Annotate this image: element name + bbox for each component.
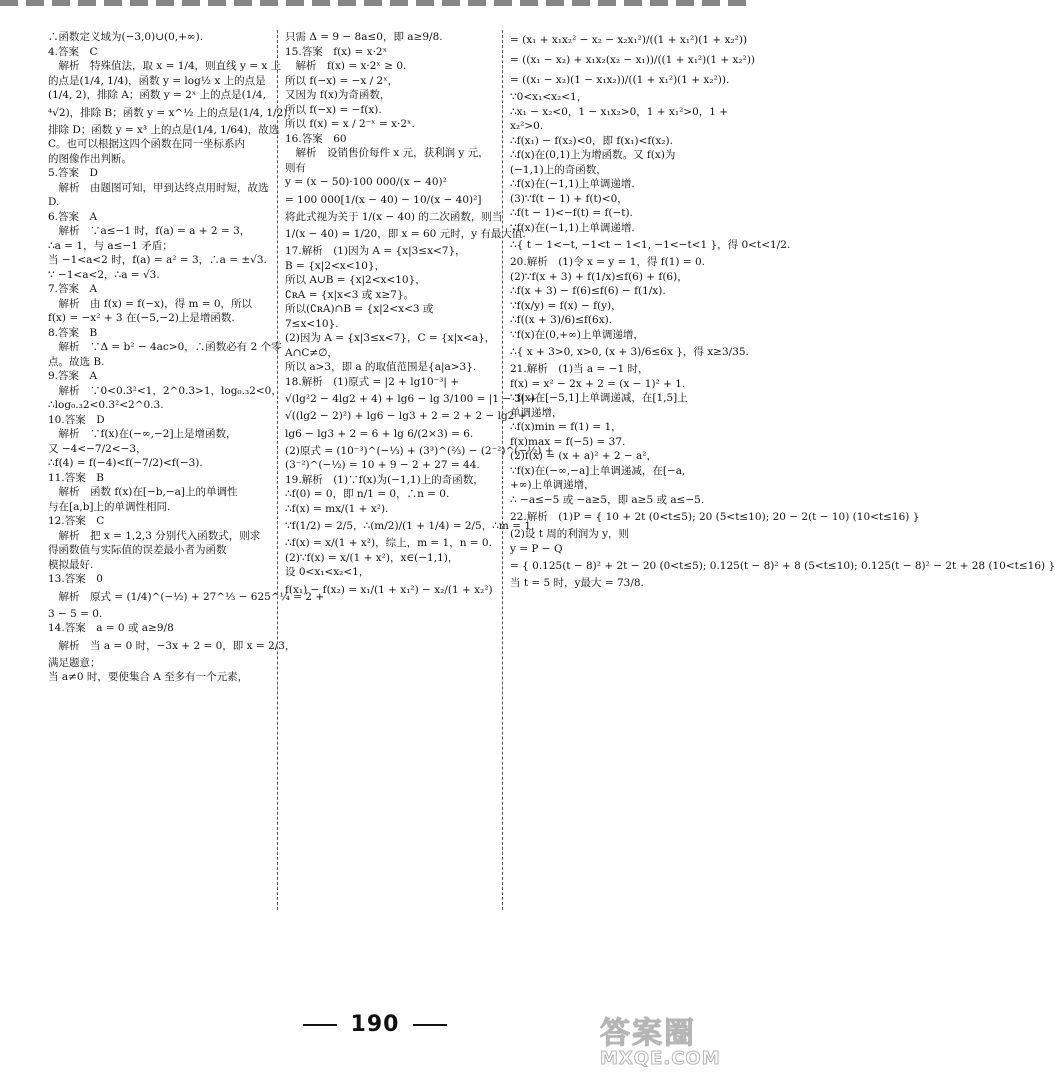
answer-line: ⁴√2)，排除 B；函数 y = x^½ 上的点是(1/4, 1/2)， bbox=[48, 106, 298, 119]
answer-line: 所以 f(−x) = −x / 2ˣ， bbox=[285, 74, 399, 87]
answer-line: 又因为 f(x)为奇函数， bbox=[285, 89, 391, 101]
answer-line: ∴f(x)min = f(1) = 1， bbox=[510, 421, 622, 433]
answer-line: C。也可以根据这四个函数在同一坐标系内 bbox=[48, 138, 246, 150]
answer-line: ∴f(x + 3) − f(6)≤f(6) − f(1/x). bbox=[510, 285, 666, 297]
answer-line: = { 0.125(t − 8)² + 2t − 20 (0<t≤5); 0.125(t − 8)² + 8 (5<t≤10); 0.125(t − 8)² − 2t + 28 (10<t≤16) } bbox=[510, 560, 1055, 572]
answer-line: 4.答案 C bbox=[48, 45, 98, 58]
answer-line: ∵f(x)在(−1,1)上单调递增. bbox=[510, 221, 635, 234]
answer-line: ∴a = 1，与 a≤−1 矛盾； bbox=[48, 239, 173, 252]
answer-line: ∴ −a≤−5 或 −a≥5，即 a≥5 或 a≤−5. bbox=[510, 493, 705, 506]
answer-line: (3)∵f(t − 1) + f(t)<0， bbox=[510, 192, 628, 205]
column-divider bbox=[277, 30, 278, 910]
answer-line: ∴函数定义域为(−3,0)∪(0,+∞). bbox=[48, 31, 204, 43]
answer-line: y = P − Q bbox=[510, 542, 563, 555]
watermark-text: 答案圈 bbox=[600, 1016, 696, 1051]
answer-line: (2)原式 = (10⁻³)^(−⅓) + (3³)^(⅔) − (2⁻²)^(−½) + bbox=[285, 444, 554, 457]
answer-line: 13.答案 0 bbox=[48, 573, 103, 585]
page-number-text: 190 bbox=[350, 1012, 400, 1037]
answer-line: f(x₁) − f(x₂) = x₁/(1 + x₁²) − x₂/(1 + x₂²) bbox=[285, 583, 493, 596]
answer-line: 解析 把 x = 1,2,3 分别代入函数式，则求 bbox=[48, 529, 261, 542]
answer-line: 所以 a>3，即 a 的取值范围是{a|a>3}. bbox=[285, 361, 477, 373]
answer-line: 15.答案 f(x) = x·2ˣ bbox=[285, 45, 388, 58]
answer-line: D. bbox=[48, 196, 60, 208]
answer-line: = (x₁ + x₁x₂² − x₂ − x₂x₁²)/((1 + x₁²)(1 + x₂²)) bbox=[510, 34, 748, 46]
answer-line: 所以 f(x) = x / 2⁻ˣ = x·2ˣ. bbox=[285, 118, 415, 130]
answer-line: 16.答案 60 bbox=[285, 132, 347, 145]
answer-line: (2)f(x) = (x + a)² + 2 − a²， bbox=[510, 450, 657, 462]
answer-line: 将此式视为关于 1/(x − 40) 的二次函数，则当 bbox=[285, 210, 503, 223]
answer-line: 12.答案 C bbox=[48, 515, 105, 527]
answer-line: ∵f(x/y) = f(x) − f(y)， bbox=[510, 299, 622, 312]
answer-line: 3 − 5 = 0. bbox=[48, 607, 103, 620]
answer-line: 10.答案 D bbox=[48, 413, 105, 426]
answer-line: 解析 ∵Δ = b² − 4ac>0，∴函数必有 2 个零 bbox=[48, 341, 282, 353]
answer-line: 解析 f(x) = x·2ˣ ≥ 0. bbox=[285, 60, 407, 72]
answer-line: 19.解析 (1)∵f(x)为(−1,1)上的奇函数， bbox=[285, 473, 484, 486]
answer-line: 则有 bbox=[285, 161, 306, 174]
answer-line: = ((x₁ − x₂)(1 − x₁x₂))/((1 + x₁²)(1 + x₂²)). bbox=[510, 74, 730, 86]
answer-line: 1/(x − 40) = 1/20，即 x = 60 元时，y 有最大值. bbox=[285, 228, 526, 240]
answer-line: x₂²>0. bbox=[510, 120, 544, 132]
answer-line: ∵f(1/2) = 2/5，∴(m/2)/(1 + 1/4) = 2/5，∴m = 1. bbox=[285, 520, 535, 532]
answer-line: (2)∵f(x) = x/(1 + x²)，x∈(−1,1)， bbox=[285, 551, 459, 564]
answer-line: 14.答案 a = 0 或 a≥9/8 bbox=[48, 622, 174, 634]
answer-line: 解析 由题图可知，甲到达终点用时短，故选 bbox=[48, 181, 269, 194]
answer-line: ∴f(0) = 0，即 n/1 = 0，∴n = 0. bbox=[285, 488, 450, 500]
answer-line: 解析 函数 f(x)在[−b,−a]上的单调性 bbox=[48, 486, 238, 498]
answer-line: 解析 ∵f(x)在(−∞,−2]上是增函数， bbox=[48, 428, 237, 440]
column-divider bbox=[502, 30, 503, 910]
answer-line: 21.解析 (1)当 a = −1 时， bbox=[510, 363, 649, 375]
answer-line: 解析 ∵0<0.3²<1，2^0.3>1，log₀.₃2<0， bbox=[48, 384, 282, 397]
answer-line: ∴log₀.₃2<0.3²<2^0.3. bbox=[48, 399, 164, 411]
answer-column-3 bbox=[510, 30, 1055, 591]
answer-line: ∵f(x)在[−5,1]上单调递减，在[1,5]上 bbox=[510, 392, 688, 404]
answer-line: ∴f((x + 3)/6)≤f(6x). bbox=[510, 314, 613, 326]
answer-line: √((lg2 − 2)²) + lg6 − lg3 + 2 = 2 + 2 − lg2 + bbox=[285, 410, 527, 422]
watermark-url: MXQE.COM bbox=[600, 1048, 721, 1069]
answer-line: 的点是(1/4, 1/4)，函数 y = log½ x 上的点是 bbox=[48, 74, 266, 87]
answer-line: 得函数值与实际值的误差最小者为函数 bbox=[48, 544, 227, 556]
answer-line: B = {x|2<x<10}， bbox=[285, 259, 386, 272]
answer-line: 11.答案 B bbox=[48, 471, 104, 484]
answer-line: 17.解析 (1)因为 A = {x|3≤x<7}， bbox=[285, 245, 466, 257]
answer-line: 解析 当 a = 0 时，−3x + 2 = 0，即 x = 2/3， bbox=[48, 639, 296, 652]
answer-line: f(x) = x² − 2x + 2 = (x − 1)² + 1. bbox=[510, 377, 686, 390]
answer-line: ∴x₁ − x₂<0，1 − x₁x₂>0，1 + x₁²>0，1 + bbox=[510, 105, 729, 118]
answer-line: f(x)max = f(−5) = 37. bbox=[510, 435, 626, 448]
answer-line: ∴f(x)在(0,1)上为增函数。又 f(x)为 bbox=[510, 149, 676, 161]
answer-line: 7.答案 A bbox=[48, 283, 98, 295]
answer-line: 解析 设销售价每件 x 元，获利润 y 元， bbox=[285, 147, 489, 159]
answer-line: 当 t = 5 时，y最大 = 73/8. bbox=[510, 577, 644, 589]
answer-line: ∴{ x + 3>0, x>0, (x + 3)/6≤6x }，得 x≥3/35. bbox=[510, 346, 749, 358]
answer-line: 当 −1<a<2 时，f(a) = a² = 3，∴a = ±√3. bbox=[48, 254, 267, 266]
answer-line: ∵f(x)在(−∞,−a]上单调递减，在[−a, bbox=[510, 464, 686, 477]
answer-line: ∴f(x)在(−1,1)上单调递增. bbox=[510, 178, 635, 190]
answer-line: 解析 由 f(x) = f(−x)，得 m = 0，所以 bbox=[48, 297, 253, 310]
answer-line: ∵0<x₁<x₂<1， bbox=[510, 91, 588, 103]
answer-line: 所以 f(−x) = −f(x). bbox=[285, 103, 382, 116]
answer-line: A∩C≠∅， bbox=[285, 346, 338, 359]
answer-line: 设 0<x₁<x₂<1， bbox=[285, 566, 370, 578]
scan-top-edge bbox=[0, 0, 750, 6]
watermark-logo bbox=[600, 1008, 740, 1068]
answer-line: 6.答案 A bbox=[48, 210, 98, 223]
answer-line: √(lg²2 − 4lg2 + 4) + lg6 − lg 3/100 = |1 − 3| + bbox=[285, 393, 537, 405]
answer-line: ∵f(x)在(0,+∞)上单调递增， bbox=[510, 328, 644, 341]
answer-line: ∴f(4) = f(−4)<f(−7/2)<f(−3). bbox=[48, 457, 203, 469]
answer-line: ∴f(x) = mx/(1 + x²). bbox=[285, 502, 389, 515]
answer-line: 解析 ∵a≤−1 时，f(a) = a + 2 = 3， bbox=[48, 225, 251, 237]
answer-line: (2)∵f(x + 3) + f(1/x)≤f(6) + f(6)， bbox=[510, 270, 688, 283]
answer-line: (2)因为 A = {x|3≤x<7}，C = {x|x<a}， bbox=[285, 332, 496, 344]
answer-line: ∴f(x₁) − f(x₂)<0，即 f(x₁)<f(x₂). bbox=[510, 134, 673, 147]
answer-line: 点。故选 B. bbox=[48, 355, 105, 368]
answer-line: 解析 原式 = (1/4)^(−½) + 27^⅓ − 625^¼ = 2 + bbox=[48, 590, 325, 603]
answer-line: 所以 A∪B = {x|2<x<10}， bbox=[285, 274, 426, 286]
answer-line: lg6 − lg3 + 2 = 6 + lg 6/(2×3) = 6. bbox=[285, 427, 474, 440]
answer-line: +∞)上单调递增， bbox=[510, 479, 595, 491]
answer-line: ∴f(x) = x/(1 + x²)，综上，m = 1，n = 0. bbox=[285, 537, 492, 549]
answer-line: 5.答案 D bbox=[48, 167, 98, 179]
answer-line: 与在[a,b]上的单调性相同. bbox=[48, 500, 171, 513]
answer-line: = ((x₁ − x₂) + x₁x₂(x₂ − x₁))/((1 + x₁²)(1 + x₂²)) bbox=[510, 54, 756, 66]
answer-line: ∵ −1<a<2，∴a = √3. bbox=[48, 268, 160, 281]
answer-line: f(x) = −x² + 3 在(−5,−2)上是增函数. bbox=[48, 312, 235, 324]
answer-line: (2)设 t 周的利润为 y，则 bbox=[510, 528, 630, 540]
answer-line: 当 a≠0 时，要使集合 A 至多有一个元素， bbox=[48, 671, 249, 683]
answer-line: 又 −4<−7/2<−3， bbox=[48, 442, 147, 455]
answer-line: 18.解析 (1)原式 = |2 + lg10⁻³| + bbox=[285, 375, 460, 388]
answer-line: 8.答案 B bbox=[48, 326, 98, 339]
answer-line: 满足题意； bbox=[48, 656, 101, 669]
answer-line: 只需 Δ = 9 − 8a≤0，即 a≥9/8. bbox=[285, 31, 443, 43]
answer-line: 单调递增， bbox=[510, 406, 563, 419]
answer-line: y = (x − 50)·100 000/(x − 40)² bbox=[285, 176, 447, 188]
answer-line: 解析 特殊值法，取 x = 1/4，则直线 y = x 上 bbox=[48, 60, 282, 72]
answer-line: ∁ʀA = {x|x<3 或 x≥7}。 bbox=[285, 288, 415, 301]
answer-line: 所以(∁ʀA)∩B = {x|2<x<3 或 bbox=[285, 303, 434, 315]
answer-line: (3⁻²)^(−½) = 10 + 9 − 2 + 27 = 44. bbox=[285, 459, 480, 471]
answer-line: ∴{ t − 1<−t, −1<t − 1<1, −1<−t<1 }，得 0<t<1/2. bbox=[510, 239, 791, 251]
answer-line: 9.答案 A bbox=[48, 370, 98, 382]
answer-line: (1/4, 2)，排除 A；函数 y = 2ˣ 上的点是(1/4, bbox=[48, 89, 266, 101]
answer-line: 7≤x<10}. bbox=[285, 317, 339, 330]
answer-line: 22.解析 (1)P = { 10 + 2t (0<t≤5); 20 (5<t≤10); 20 − 2(t − 10) (10<t≤16) } bbox=[510, 511, 920, 523]
answer-line: 模拟最好. bbox=[48, 558, 94, 571]
answer-line: 20.解析 (1)令 x = y = 1，得 f(1) = 0. bbox=[510, 256, 705, 268]
answer-line: ∴f(t − 1)<−f(t) = f(−t). bbox=[510, 207, 633, 219]
answer-line: (−1,1)上的奇函数， bbox=[510, 163, 607, 176]
answer-line: 排除 D；函数 y = x³ 上的点是(1/4, 1/64)，故选 bbox=[48, 123, 280, 136]
answer-line: 的图像作出判断。 bbox=[48, 152, 132, 165]
answer-line: = 100 000[1/(x − 40) − 10/(x − 40)²] bbox=[285, 193, 482, 206]
